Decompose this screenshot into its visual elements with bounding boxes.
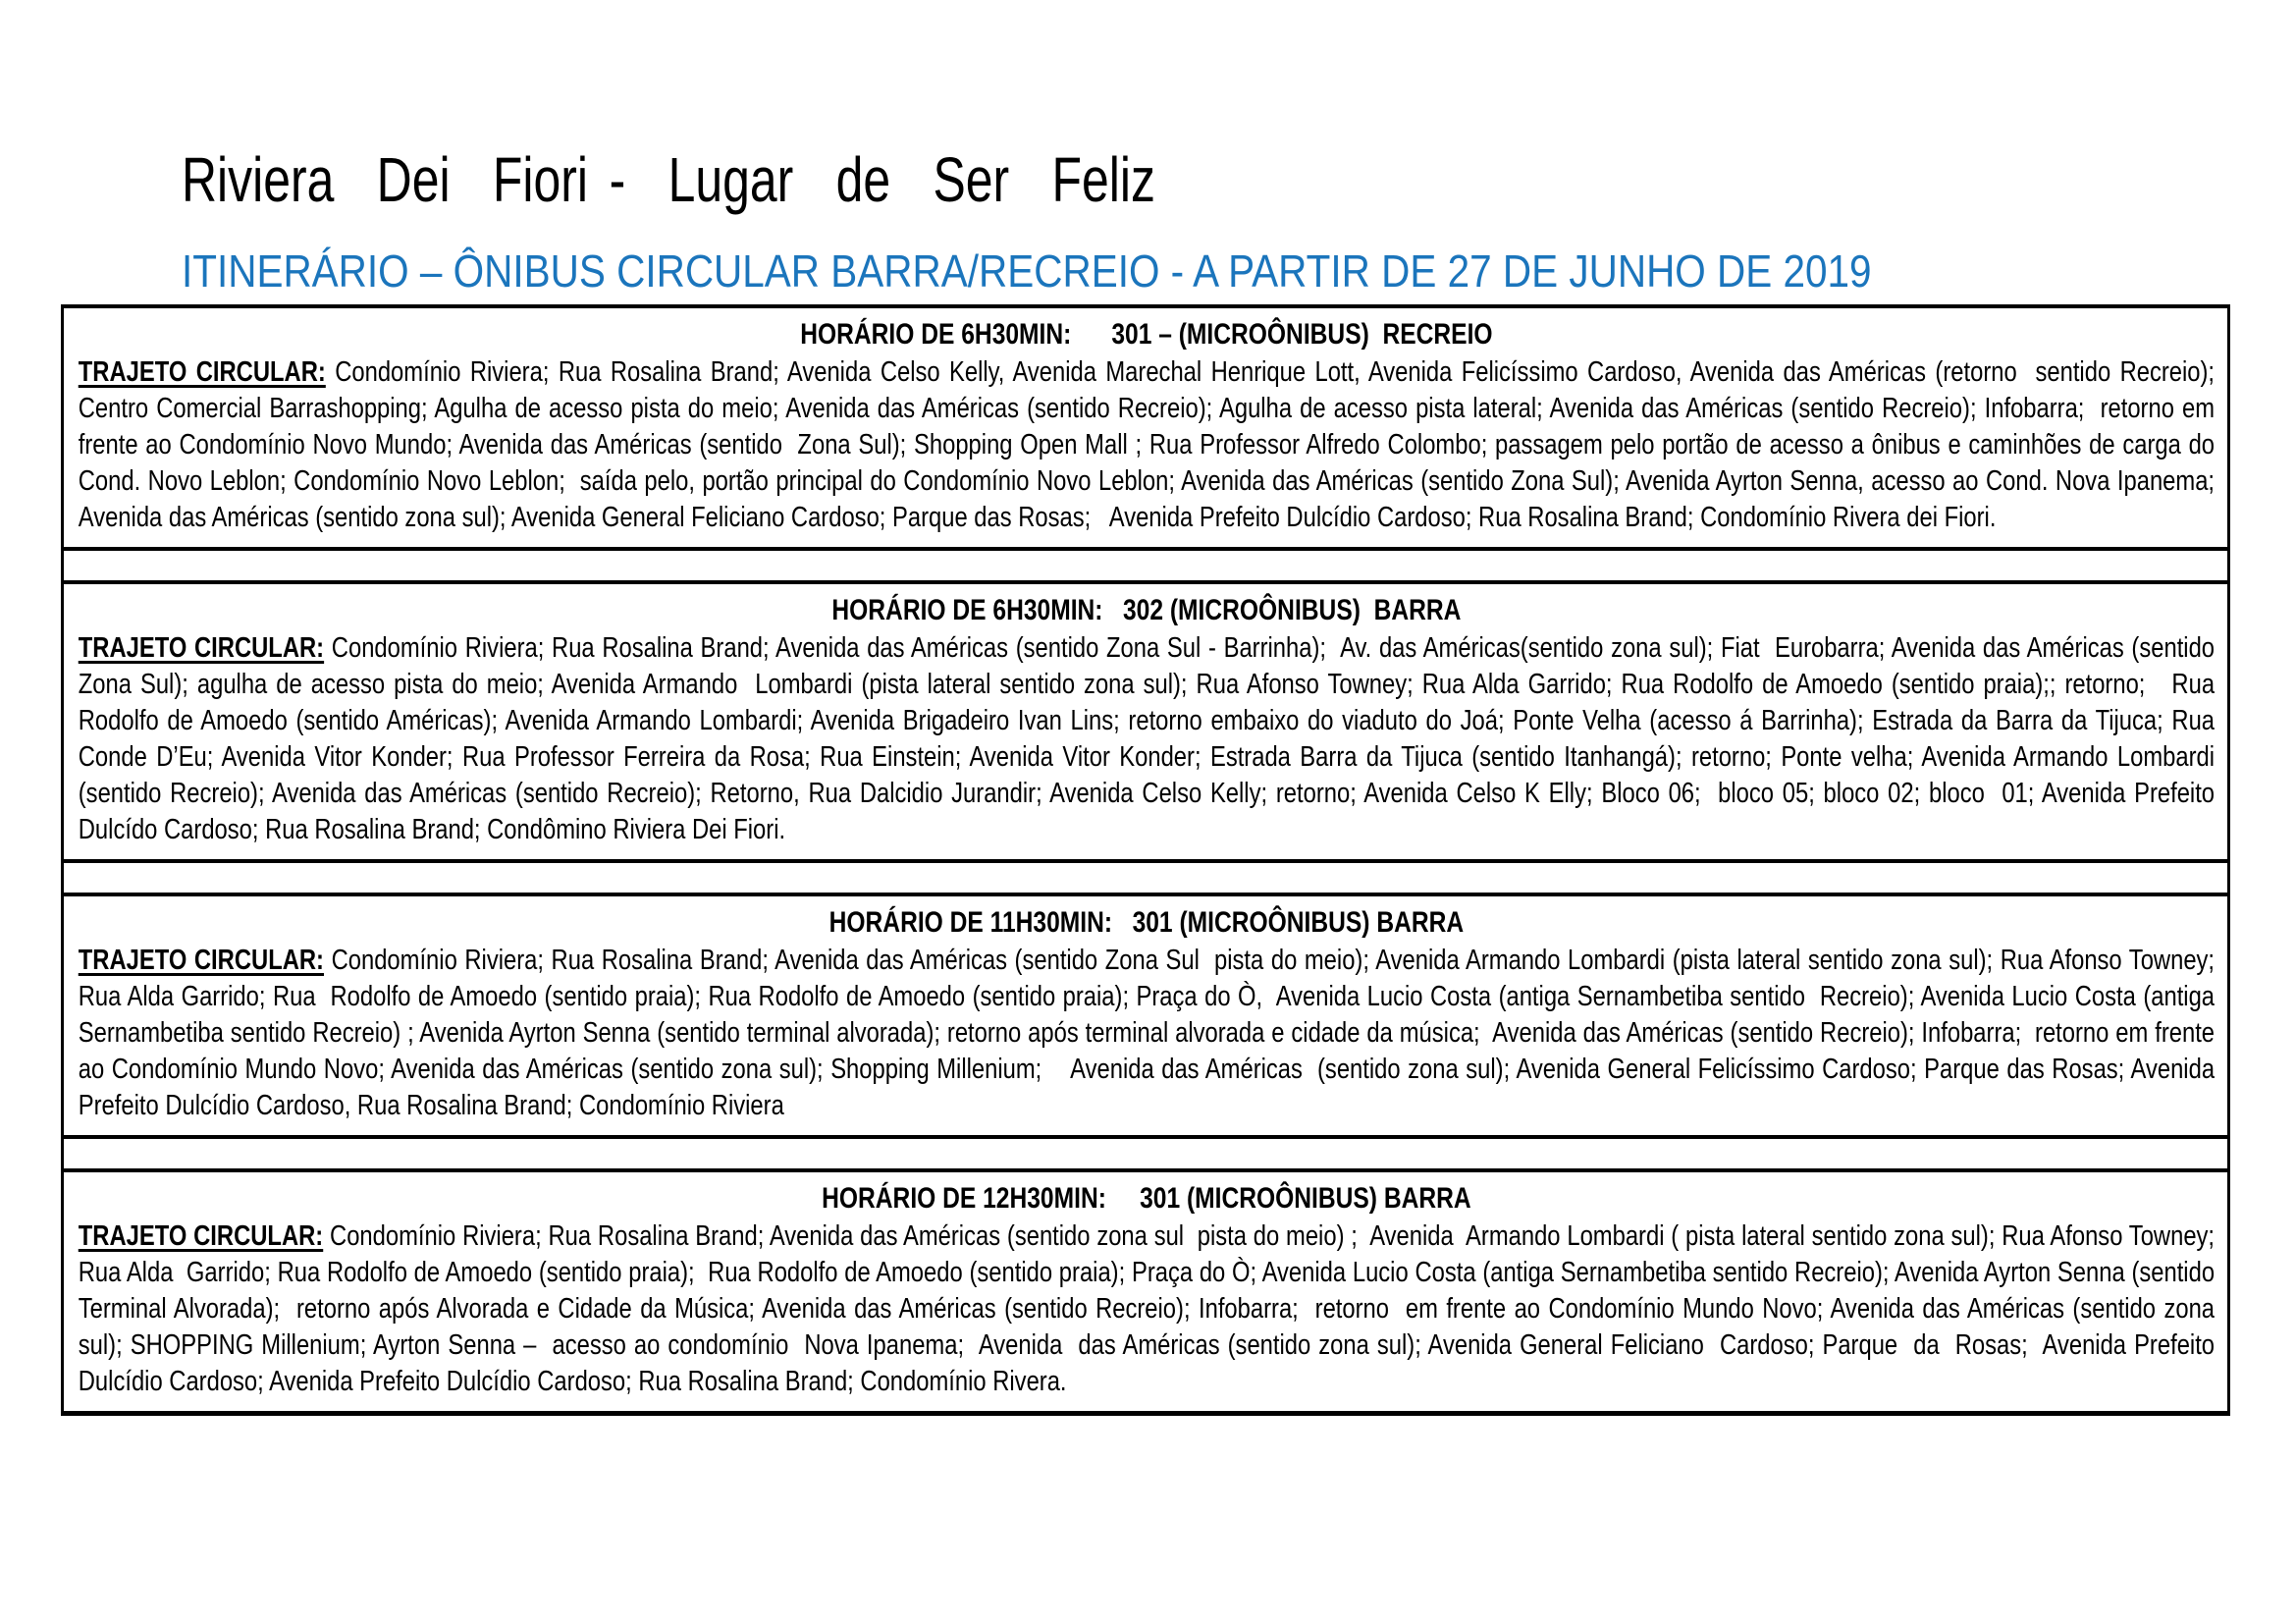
schedule-section-6h30-301-recreio (61, 304, 2230, 551)
route-text: Condomínio Riviera; Rua Rosalina Brand; Avenida das Américas (sentido Zona Sul pista do meio); Avenida Armando Lombardi (pista lateral sentido zona sul); Rua Afonso Towney; Rua Alda Garrido; Rua Rodolfo de Amoedo (sentido praia); Rua Rodolfo de Amoedo (sentido praia); Praça do Ò, Avenida Lucio Costa (antiga Sernambetiba sentido Recreio); Avenida Lucio Costa (antiga Sernambetiba sentido Recreio) ; Avenida Ayrton Senna (sentido terminal alvorada); retorno após terminal alvorada e cidade da música; Avenida das Américas (sentido Recreio); Infobarra; retorno em frente ao Condomínio Mundo Novo; Avenida das Américas (sentido zona sul); Shopping Millenium; Avenida das Américas (sentido zona sul); Avenida General Felicíssimo Cardoso; Parque das Rosas; Avenida Prefeito Dulcídio Cardoso, Rua Rosalina Brand; Condomínio Riviera (78, 945, 2221, 1121)
route-paragraph (78, 354, 2228, 536)
trajeto-label: TRAJETO CIRCULAR: (78, 356, 326, 388)
route-text: Condomínio Riviera; Rua Rosalina Brand; Avenida das Américas (sentido zona sul pista do meio) ; Avenida Armando Lombardi ( pista lateral sentido zona sul); Rua Afonso Towney; Rua Alda Garrido; Rua Rodolfo de Amoedo (sentido praia); Rua Rodolfo de Amoedo (sentido praia); Praça do Ò; Avenida Lucio Costa (antiga Sernambetiba sentido Recreio); Avenida Ayrton Senna (sentido Terminal Alvorada); retorno após Alvorada e Cidade da Música; Avenida das Américas (sentido Recreio); Infobarra; retorno em frente ao Condomínio Mundo Novo; Avenida das Américas (sentido zona sul); SHOPPING Millenium; Ayrton Senna – acesso ao condomínio Nova Ipanema; Avenida das Américas (sentido zona sul); Avenida General Feliciano Cardoso; Parque da Rosas; Avenida Prefeito Dulcídio Cardoso; Avenida Prefeito Dulcídio Cardoso; Rua Rosalina Brand; Condomínio Rivera. (78, 1220, 2228, 1397)
section-header: HORÁRIO DE 11H30MIN: 301 (MICROÔNIBUS) BARRA (828, 906, 1465, 939)
trajeto-label: TRAJETO CIRCULAR: (78, 1220, 324, 1252)
page-subtitle: ITINERÁRIO – ÔNIBUS CIRCULAR BARRA/RECREIO - A PARTIR DE 27 DE JUNHO DE 2019 (182, 245, 1872, 297)
route-text: Condomínio Riviera; Rua Rosalina Brand; Avenida das Américas (sentido Zona Sul - Barrinha); Av. das Américas(sentido zona sul); Fiat Eurobarra; Avenida das Américas (sentido Zona Sul); agulha de acesso pista do meio; Avenida Armando Lombardi (pista lateral sentido zona sul); Rua Afonso Towney; Rua Alda Garrido; Rua Rodolfo de Amoedo (sentido praia);; retorno; Rua Rodolfo de Amoedo (sentido Américas); Avenida Armando Lombardi; Avenida Brigadeiro Ivan Lins; retorno embaixo do viaduto do Joá; Ponte Velha (acesso á Barrinha); Estrada da Barra da Tijuca; Rua Conde D’Eu; Avenida Vitor Konder; Rua Professor Ferreira da Rosa; Rua Einstein; Avenida Vitor Konder; Estrada Barra da Tijuca (sentido Itanhangá); retorno; Ponte velha; Avenida Armando Lombardi (sentido Recreio); Avenida das Américas (sentido Recreio); Retorno, Rua Dalcidio Jurandir; Avenida Celso Kelly; retorno; Avenida Celso K Elly; Bloco 06; bloco 05; bloco 02; bloco 01; Avenida Prefeito Dulcído Cardoso; Rua Rosalina Brand; Condômino Riviera Dei Fiori. (78, 632, 2221, 845)
route-paragraph (78, 1218, 2228, 1400)
route-paragraph (78, 943, 2221, 1124)
section-separator (61, 1139, 2230, 1168)
section-header: HORÁRIO DE 6H30MIN: 301 – (MICROÔNIBUS) RECREIO (800, 318, 1493, 351)
section-header: HORÁRIO DE 6H30MIN: 302 (MICROÔNIBUS) BARRA (831, 594, 1462, 626)
route-paragraph (78, 630, 2221, 848)
section-separator (61, 863, 2230, 893)
schedule-section-12h30-301-barra (61, 1168, 2230, 1416)
schedule-table (61, 304, 2230, 1416)
page-title: Riviera Dei Fiori - Lugar de Ser Feliz (182, 144, 1155, 215)
trajeto-label: TRAJETO CIRCULAR: (78, 632, 325, 664)
trajeto-label: TRAJETO CIRCULAR: (78, 945, 324, 976)
schedule-section-6h30-302-barra (61, 580, 2230, 863)
section-header: HORÁRIO DE 12H30MIN: 301 (MICROÔNIBUS) BARRA (822, 1182, 1471, 1215)
route-text: Condomínio Riviera; Rua Rosalina Brand; Avenida Celso Kelly, Avenida Marechal Henrique Lott, Avenida Felicíssimo Cardoso, Avenida das Américas (retorno sentido Recreio); Centro Comercial Barrashopping; Agulha de acesso pista do meio; Avenida das Américas (sentido Recreio); Agulha de acesso pista lateral; Avenida das Américas (sentido Recreio); Infobarra; retorno em frente ao Condomínio Novo Mundo; Avenida das Américas (sentido Zona Sul); Shopping Open Mall ; Rua Professor Alfredo Colombo; passagem pelo portão de acesso a ônibus e caminhões de carga do Cond. Novo Leblon; Condomínio Novo Leblon; saída pelo, portão principal do Condomínio Novo Leblon; Avenida das Américas (sentido Zona Sul); Avenida Ayrton Senna, acesso ao Cond. Nova Ipanema; Avenida das Américas (sentido zona sul); Avenida General Feliciano Cardoso; Parque das Rosas; Avenida Prefeito Dulcídio Cardoso; Rua Rosalina Brand; Condomínio Rivera dei Fiori. (78, 356, 2228, 533)
section-separator (61, 551, 2230, 580)
schedule-section-11h30-301-barra (61, 893, 2230, 1139)
